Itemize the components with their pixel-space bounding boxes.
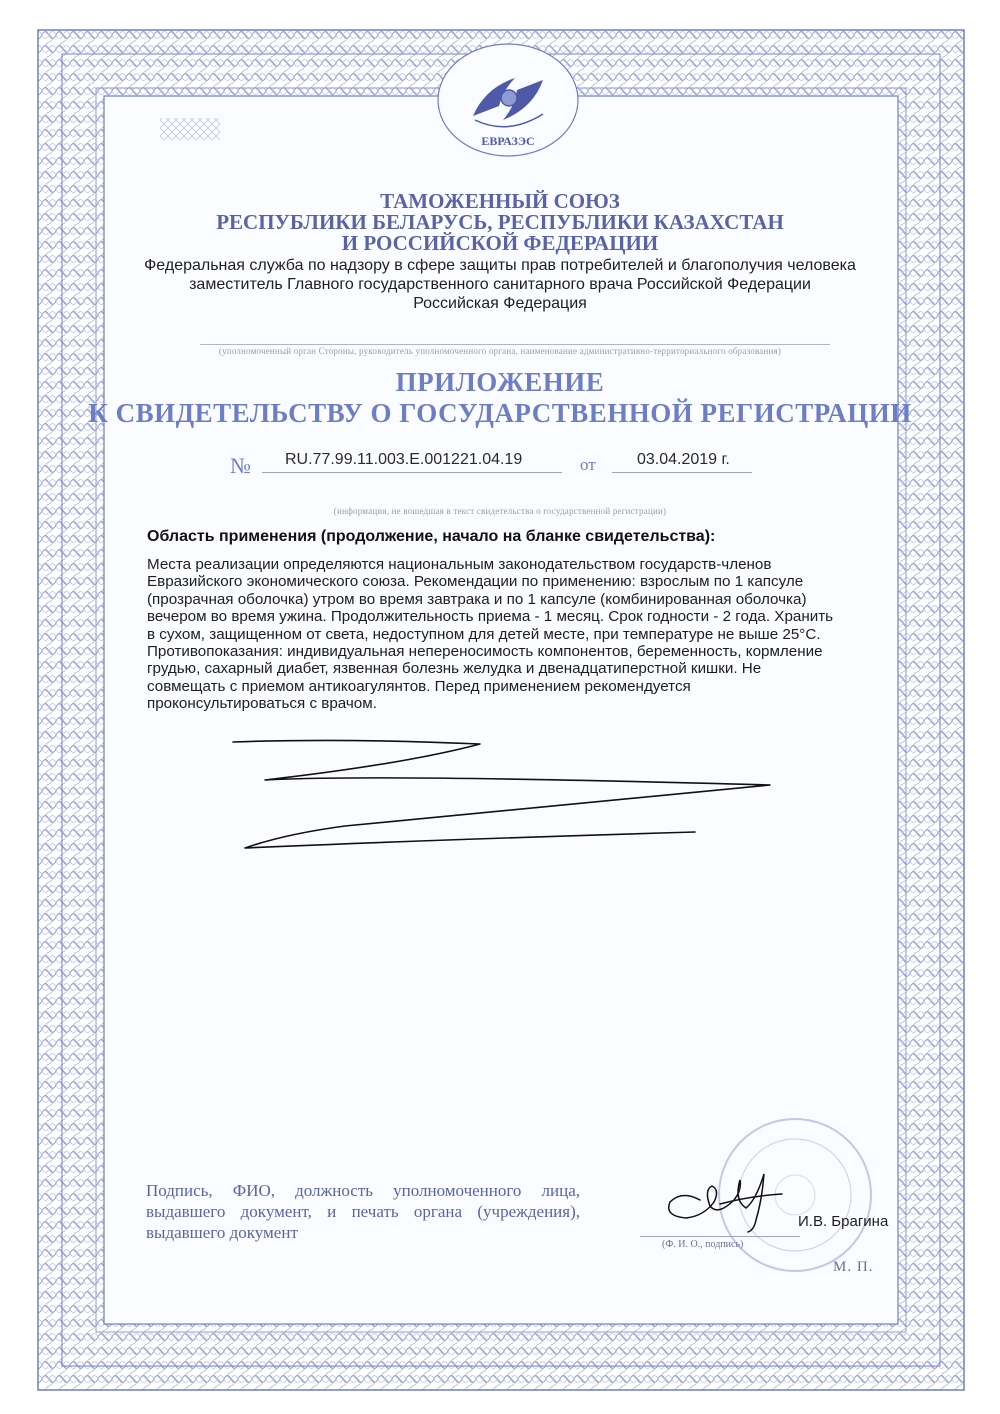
agency-line-1: Федеральная служба по надзору в сфере защиты прав потребителей и благополучия человека: [144, 257, 856, 274]
registration-caption: (информация, не вошедшая в текст свидетельства о государственной регистрации): [333, 506, 667, 516]
section-title: Область применения (продолжение, начало на бланке свидетельства):: [147, 528, 716, 545]
body-line: (прозрачная оболочка) утром во время завтрака и по 1 капсуле (комбинированная оболочка): [147, 590, 807, 608]
body-line: проконсультироваться с врачом.: [147, 695, 377, 713]
body-line: совмещать с приемом антикоагулянтов. Перед применением рекомендуется: [147, 677, 691, 695]
agency-caption: (уполномоченный орган Стороны, руководитель уполномоченного органа, наименование административно-территориального образования): [218, 346, 782, 356]
number-underline: [262, 472, 562, 473]
body-line: вечером во время ужина. Продолжительность приема - 1 месяц. Срок годности - 2 года. Хранить: [147, 608, 834, 626]
document-title-line-2: К СВИДЕТЕЛЬСТВУ О ГОСУДАРСТВЕННОЙ РЕГИСТРАЦИИ: [88, 398, 912, 428]
strike-through-mark: [225, 730, 825, 860]
body-line: грудью, сахарный диабет, язвенная болезнь желудка и двенадцатиперстной кишки. Не: [147, 660, 762, 678]
agency-line-2: заместитель Главного государственного санитарного врача Российской Федерации: [189, 276, 811, 293]
body-line: Евразийского экономического союза. Рекомендации по применению: взрослым по 1 капсуле: [147, 573, 804, 591]
signature-caption: Подпись, ФИО, должность уполномоченного лица, выдавшего документ, и печать органа (учреждения), выдавшего документ: [146, 1181, 580, 1242]
stamp-place-label: М. П.: [833, 1259, 874, 1275]
body-line: Места реализации определяются национальным законодательством государств-членов: [147, 556, 772, 573]
signatory-name: И.В. Брагина: [798, 1213, 889, 1230]
date-label: от: [580, 455, 596, 474]
body-line: Противопоказания: индивидуальная непереносимость компонентов, беременность, кормление: [147, 643, 823, 661]
document-title-line-1: ПРИЛОЖЕНИЕ: [395, 367, 605, 397]
signature-underline: [640, 1236, 800, 1237]
agency-underline: [200, 344, 830, 345]
body-line: в сухом, защищенном от света, недоступном для детей месте, при температуре не выше 25°С.: [147, 625, 821, 643]
body-text: [147, 556, 892, 713]
union-title-line-3: И РОССИЙСКОЙ ФЕДЕРАЦИИ: [341, 231, 659, 255]
handwritten-signature: [660, 1160, 790, 1240]
number-label: №: [230, 453, 251, 478]
date-underline: [612, 472, 752, 473]
eurasec-emblem-icon: [455, 50, 561, 146]
agency-line-3: Российская Федерация: [413, 295, 587, 312]
fio-caption: (Ф. И. О., подпись): [662, 1239, 744, 1250]
emblem-label: ЕВРАЗЭС: [481, 134, 535, 148]
union-title-line-1: ТАМОЖЕННЫЙ СОЮЗ: [380, 189, 620, 213]
registration-number: RU.77.99.11.003.E.001221.04.19: [285, 451, 523, 468]
union-title-line-2: РЕСПУБЛИКИ БЕЛАРУСЬ, РЕСПУБЛИКИ КАЗАХСТАН: [216, 210, 784, 234]
registration-date: 03.04.2019 г.: [637, 451, 730, 468]
